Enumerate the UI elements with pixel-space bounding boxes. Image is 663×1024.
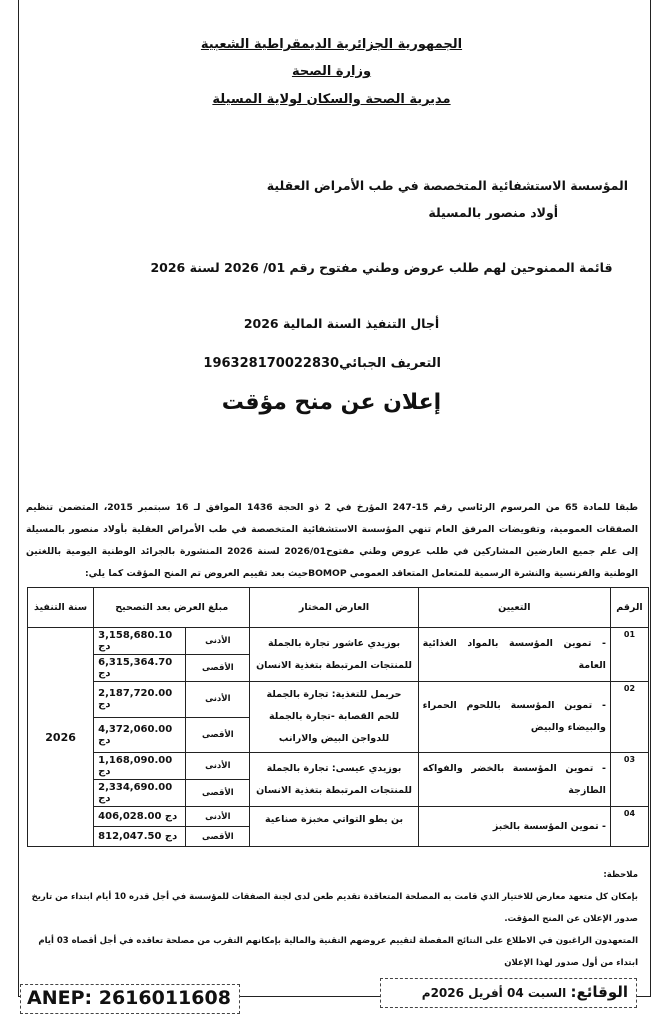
- tax-id: التعريف الجبائي196328170022830: [203, 356, 441, 371]
- max-amount: 2,334,690.00 دج: [94, 780, 186, 807]
- main-title: إعلان عن منح مؤقت: [221, 390, 442, 415]
- list-title: قائمة الممنوحين لهم طلب عروض وطني مفتوح رقم 01/ 2026 لسنة 2026: [150, 260, 613, 275]
- table-row: [28, 753, 649, 780]
- row-num: 01: [610, 628, 648, 682]
- publication-box: [380, 978, 637, 1008]
- publication-label: الوقائع:: [570, 983, 628, 1001]
- min-label: الأدنى: [186, 682, 250, 718]
- max-label: الأقصى: [186, 655, 250, 682]
- row-bidder: بوزيدي عيسى: تجارة بالجملة للمنتجات المرتبطة بتغذية الانسان: [250, 753, 418, 807]
- max-label: الأقصى: [186, 780, 250, 807]
- row-designation: - تموين المؤسسة باللحوم الحمراء والبيضاء والبيض: [418, 682, 610, 753]
- col-amount: مبلغ العرض بعد التصحيح: [94, 588, 250, 628]
- row-designation: - تموين المؤسسة بالمواد الغذائية العامة: [418, 628, 610, 682]
- table-row: [28, 682, 649, 718]
- table-row: [28, 807, 649, 827]
- deadline: أجال التنفيذ السنة المالية 2026: [243, 316, 440, 331]
- institution-name: المؤسسة الاستشفائية المتخصصة في طب الأمراض العقلية: [266, 178, 628, 193]
- row-bidder: حريمل للتغذية: تجارة بالجملة للحم القصابة -تجارة بالجملة للدواجن البيض والارانب: [250, 682, 418, 753]
- row-num: 02: [610, 682, 648, 753]
- col-year: سنة التنفيذ: [28, 588, 94, 628]
- note-2: المتعهدون الراغبون في الاطلاع على النتائج المفصلة لتقييم عروضهم التقنية والمالية بإمكانهم التقرب من مصلحة تعاقده في أجل أقصاه 03 أيام ابتداء من أول صدور لهذا الإعلان: [38, 936, 638, 968]
- notes-title: ملاحظة:: [603, 870, 638, 880]
- header-republic: الجمهورية الجزائرية الديمقراطية الشعبية: [200, 37, 463, 52]
- header-ministry: وزارة الصحة: [291, 64, 372, 79]
- row-num: 04: [610, 807, 648, 847]
- institution-location: أولاد منصور بالمسيلة: [428, 205, 558, 220]
- min-amount: 3,158,680.10 دج: [94, 628, 186, 655]
- max-amount: 4,372,060.00 دج: [94, 717, 186, 753]
- publication-date: السبت 04 أفريل 2026م: [421, 986, 567, 1000]
- row-designation: - تموين المؤسسة بالخضر والفواكه الطازجة: [418, 753, 610, 807]
- execution-year: 2026: [28, 628, 94, 847]
- intro-paragraph: طبقا للمادة 65 من المرسوم الرئاسي رقم 15-247 المؤرخ في 2 ذو الحجة 1436 الموافق لـ 16 سبتمبر 2015، المتضمن تنظيم الصفقات العمومية، وتفويضات المرفق العام تنهي المؤسسة الاستشفائية المتخصصة في طب الأمراض العقلية بأولاد منصور بالمسيلة إلى علم جميع العارضين المشاركين في طلب عروض وطني مفتوح2026/01 لسنة 2026 المنشورة بالجرائد الوطنية اليومية باللغتين الوطنية والفرنسية والنشرة الرسمية للمتعامل المتعاقد العمومي BOMOPحيث بعد تقييم العروض تم المنح المؤقت كما يلي:: [26, 502, 639, 579]
- row-bidder: بن يطو التواتي مخبزة صناعية: [250, 807, 418, 847]
- min-amount: 1,168,090.00 دج: [94, 753, 186, 780]
- min-label: الأدنى: [186, 807, 250, 827]
- min-amount: 2,187,720.00 دج: [94, 682, 186, 718]
- min-label: الأدنى: [186, 753, 250, 780]
- col-bidder: العارض المختار: [250, 588, 418, 628]
- col-designation: التعيين: [418, 588, 610, 628]
- max-amount: 6,315,364.70 دج: [94, 655, 186, 682]
- max-label: الأقصى: [186, 827, 250, 847]
- min-amount: 406,028.00 دج: [94, 807, 186, 827]
- row-num: 03: [610, 753, 648, 807]
- note-1: بإمكان كل متعهد معارض للاختيار الذي قامت به المصلحة المتعاقدة تقديم طعن لدى لجنة الصفقات للمؤسسة في أجل قدره 10 أيام ابتداء من تاريخ صدور الإعلان عن المنح المؤقت.: [31, 892, 638, 924]
- row-bidder: بوزيدي عاشور تجارة بالجملة للمنتجات المرتبطة بتغذية الانسان: [250, 628, 418, 682]
- anep-reference: ANEP: 2616011608: [20, 984, 240, 1014]
- max-amount: 812,047.50 دج: [94, 827, 186, 847]
- table-row: [28, 628, 649, 655]
- row-designation: - تموين المؤسسة بالخبز: [418, 807, 610, 847]
- col-num: الرقم: [610, 588, 648, 628]
- header-directorate: مديرية الصحة والسكان لولاية المسيلة: [212, 92, 451, 107]
- award-table: [27, 587, 649, 847]
- max-label: الأقصى: [186, 717, 250, 753]
- min-label: الأدنى: [186, 628, 250, 655]
